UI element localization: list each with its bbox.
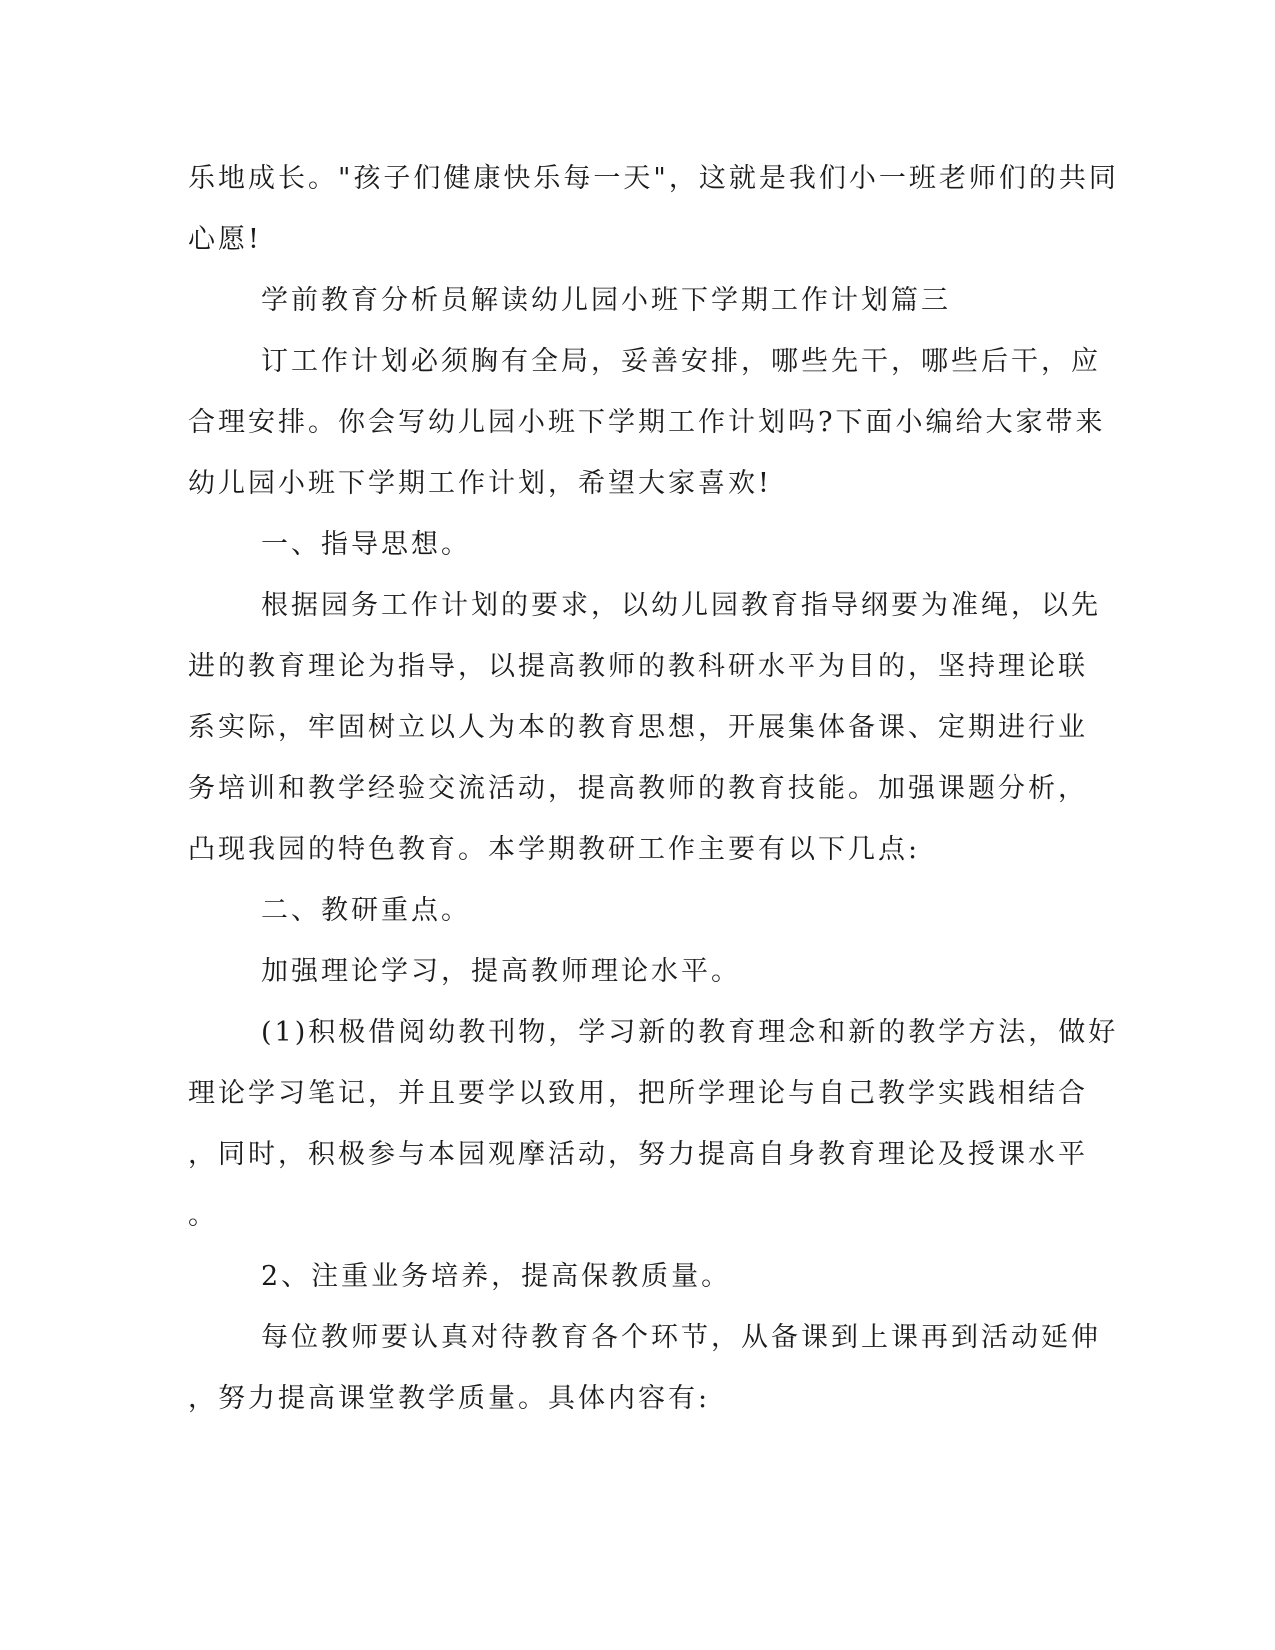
paragraph-line: 务培训和教学经验交流活动，提高教师的教育技能。加强课题分析， [188, 773, 1088, 804]
heading-professional-training: 2、注重业务培养，提高保教质量。 [261, 1261, 732, 1292]
paragraph-line: 订工作计划必须胸有全局，妥善安排，哪些先干，哪些后干，应 [261, 346, 1101, 377]
paragraph-line: 系实际，牢固树立以人为本的教育思想，开展集体备课、定期进行业 [188, 712, 1088, 743]
paragraph-line: 乐地成长。"孩子们健康快乐每一天"，这就是我们小一班老师们的共同 [188, 163, 1119, 194]
paragraph-line: 心愿! [188, 224, 262, 255]
paragraph-line: 幼儿园小班下学期工作计划，希望大家喜欢! [188, 468, 772, 499]
heading-guiding-ideology: 一、指导思想。 [261, 529, 471, 560]
paragraph-line: ，同时，积极参与本园观摩活动，努力提高自身教育理论及授课水平 [188, 1139, 1088, 1170]
section-title: 学前教育分析员解读幼儿园小班下学期工作计划篇三 [261, 285, 951, 316]
paragraph-line: 加强理论学习，提高教师理论水平。 [261, 956, 741, 987]
paragraph-line: ，努力提高课堂教学质量。具体内容有: [188, 1383, 711, 1414]
paragraph-line: (1)积极借阅幼教刊物，学习新的教育理念和新的教学方法，做好 [261, 1017, 1119, 1048]
paragraph-line: 进的教育理论为指导，以提高教师的教科研水平为目的，坚持理论联 [188, 651, 1088, 682]
paragraph-line: 理论学习笔记，并且要学以致用，把所学理论与自己教学实践相结合 [188, 1078, 1088, 1109]
paragraph-line: 每位教师要认真对待教育各个环节，从备课到上课再到活动延伸 [261, 1322, 1101, 1353]
paragraph-line: 。 [188, 1200, 218, 1231]
heading-research-focus: 二、教研重点。 [261, 895, 471, 926]
document-body [188, 148, 1119, 1429]
paragraph-line: 根据园务工作计划的要求，以幼儿园教育指导纲要为准绳，以先 [261, 590, 1101, 621]
paragraph-line: 凸现我园的特色教育。本学期教研工作主要有以下几点: [188, 834, 921, 865]
paragraph-line: 合理安排。你会写幼儿园小班下学期工作计划吗?下面小编给大家带来 [188, 407, 1106, 438]
